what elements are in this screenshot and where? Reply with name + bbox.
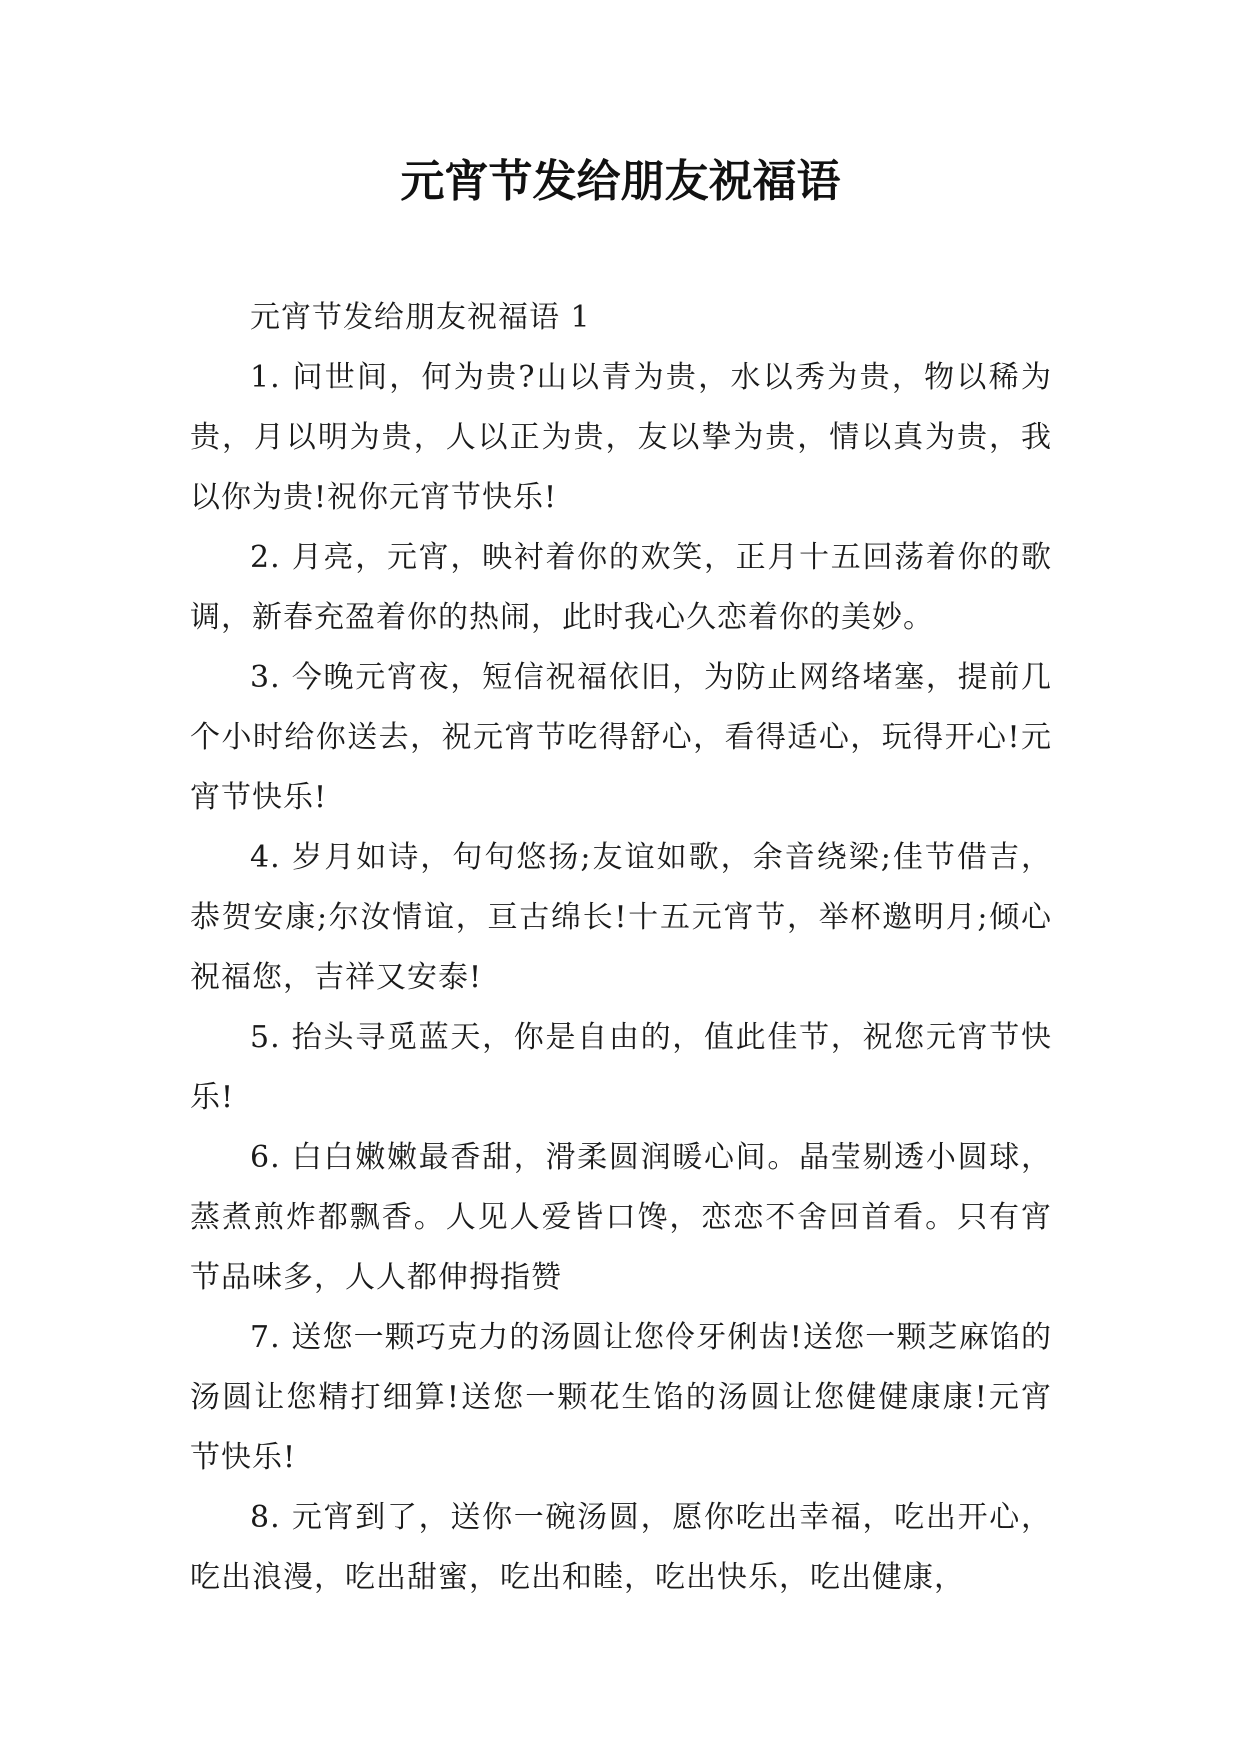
document-title: 元宵节发给朋友祝福语 xyxy=(400,156,841,207)
paragraph-4: 4. 岁月如诗，句句悠扬;友谊如歌，余音绕梁;佳节借吉，恭贺安康;尔汝情谊，亘古绵长!十五元宵节，举杯邀明月;倾心祝福您，吉祥又安泰! xyxy=(190,840,1052,995)
paragraph-5: 5. 抬头寻觅蓝天，你是自由的，值此佳节，祝您元宵节快乐! xyxy=(190,1020,1052,1115)
paragraph-6: 6. 白白嫩嫩最香甜，滑柔圆润暖心间。晶莹剔透小圆球，蒸煮煎炸都飘香。人见人爱皆口馋，恋恋不舍回首看。只有宵节品味多，人人都伸拇指赞 xyxy=(190,1140,1052,1295)
paragraph-1: 1. 问世间，何为贵?山以青为贵，水以秀为贵，物以稀为贵，月以明为贵，人以正为贵，友以挚为贵，情以真为贵，我以你为贵!祝你元宵节快乐! xyxy=(190,360,1052,515)
paragraph-8: 8. 元宵到了，送你一碗汤圆，愿你吃出幸福，吃出开心，吃出浪漫，吃出甜蜜，吃出和睦，吃出快乐，吃出健康， xyxy=(190,1500,1052,1595)
section-heading: 元宵节发给朋友祝福语 1 xyxy=(250,300,591,335)
paragraph-2: 2. 月亮，元宵，映衬着你的欢笑，正月十五回荡着你的歌调，新春充盈着你的热闹，此时我心久恋着你的美妙。 xyxy=(190,540,1052,635)
paragraph-3: 3. 今晚元宵夜，短信祝福依旧，为防止网络堵塞，提前几个小时给你送去，祝元宵节吃得舒心，看得适心，玩得开心!元宵节快乐! xyxy=(190,660,1052,815)
paragraph-7: 7. 送您一颗巧克力的汤圆让您伶牙俐齿!送您一颗芝麻馅的汤圆让您精打细算!送您一颗花生馅的汤圆让您健健康康!元宵节快乐! xyxy=(190,1320,1052,1475)
document-body xyxy=(190,288,1052,1608)
